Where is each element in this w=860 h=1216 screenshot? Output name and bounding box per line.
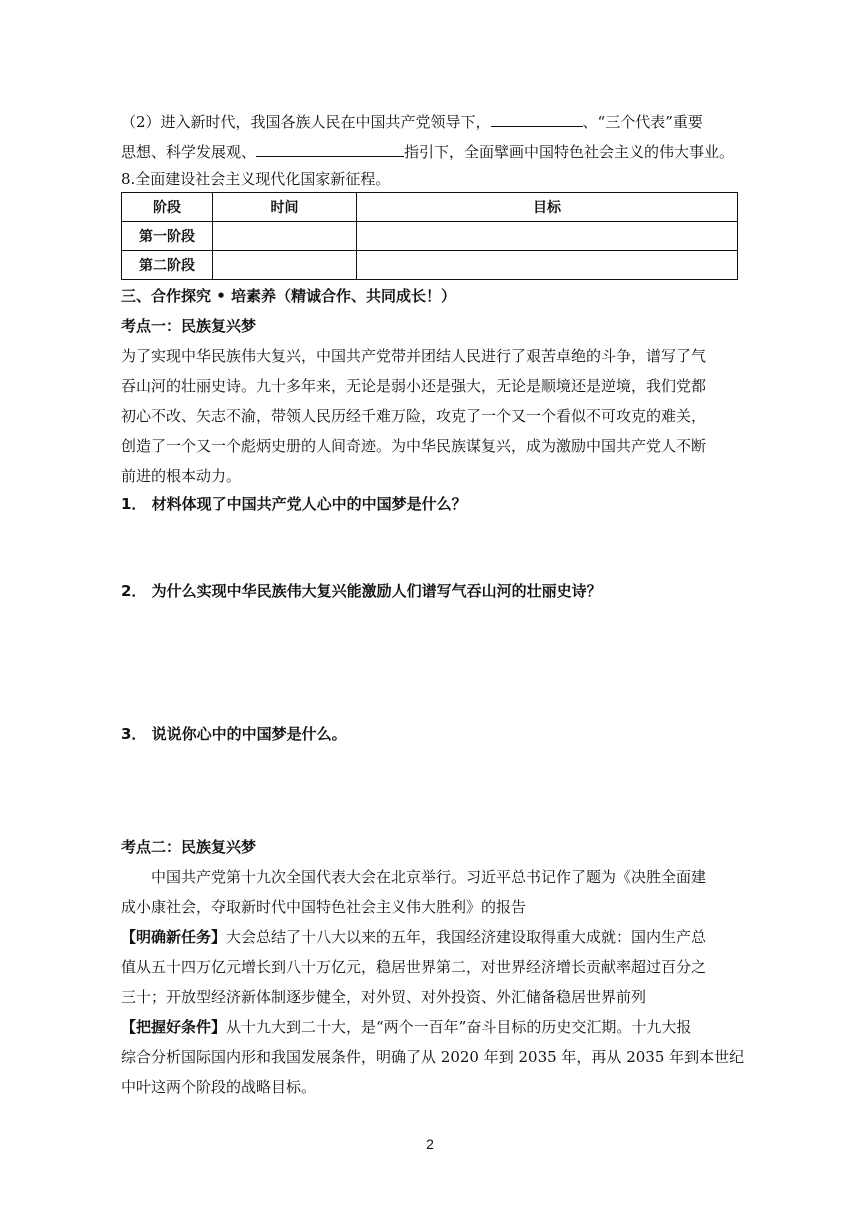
table-header: 时间 xyxy=(213,193,357,222)
question-3: 3． 说说你心中的中国梦是什么。 xyxy=(121,725,347,743)
table-header-row xyxy=(122,193,738,222)
page-number: 2 xyxy=(426,1136,434,1152)
table-row xyxy=(122,222,738,251)
table-cell-input[interactable] xyxy=(213,222,357,251)
table-header: 阶段 xyxy=(122,193,213,222)
table-cell-input[interactable] xyxy=(357,222,738,251)
table-row xyxy=(122,251,738,280)
question-1: 1． 材料体现了中国共产党人心中的中国梦是什么？ xyxy=(121,495,467,513)
kp1-para-line: 吞山河的壮丽史诗。九十多年来，无论是弱小还是强大，无论是顺境还是逆境，我们党都 xyxy=(121,377,707,395)
table-cell-input[interactable] xyxy=(213,251,357,280)
kp1-para-line: 前进的根本动力。 xyxy=(121,467,242,485)
task-text: 大会总结了十八大以来的五年，我国经济建设取得重大成就：国内生产总 xyxy=(226,928,707,946)
answer-blank-1[interactable] xyxy=(491,110,583,127)
question-2: 2． 为什么实现中华民族伟大复兴能激励人们谱写气吞山河的壮丽史诗？ xyxy=(121,582,602,600)
cond-text: 从十九大到二十大，是“两个一百年”奋斗目标的历史交汇期。十九大报 xyxy=(226,1018,692,1036)
item-8-heading: 8.全面建设社会主义现代化国家新征程。 xyxy=(121,170,391,188)
kp2-title: 考点二：民族复兴梦 xyxy=(121,838,257,856)
fill-text: 指引下，全面擘画中国特色社会主义的伟大事业。 xyxy=(404,143,735,161)
kp2-intro-line: 成小康社会，夺取新时代中国特色社会主义伟大胜利》的报告 xyxy=(121,898,527,916)
task-line xyxy=(121,926,706,948)
stage-table xyxy=(121,192,738,280)
cond-line xyxy=(121,1016,691,1038)
answer-blank-2[interactable] xyxy=(256,140,404,157)
table-cell-input[interactable] xyxy=(357,251,738,280)
kp1-para-line: 初心不改、矢志不渝，带领人民历经千难万险，攻克了一个又一个看似不可攻克的难关， xyxy=(121,407,707,425)
section-3-title: 三、合作探究 • 培素养（精诚合作、共同成长！） xyxy=(121,287,457,305)
task-line: 值从五十四万亿元增长到八十万亿元，稳居世界第二，对世界经济增长贡献率超过百分之 xyxy=(121,958,707,976)
task-line: 三十；开放型经济新体制逐步健全，对外贸、对外投资、外汇储备稳居世界前列 xyxy=(121,988,647,1006)
table-header: 目标 xyxy=(357,193,738,222)
fill-blank-line-2 xyxy=(121,140,734,163)
fill-text: （2）进入新时代，我国各族人民在中国共产党领导下， xyxy=(121,113,491,131)
kp1-title: 考点一：民族复兴梦 xyxy=(121,317,257,335)
cond-line: 综合分析国际国内形和我国发展条件，明确了从 2020 年到 2035 年，再从 2035 年到本世纪 xyxy=(121,1048,745,1066)
kp1-para-line: 为了实现中华民族伟大复兴，中国共产党带并团结人民进行了艰苦卓绝的斗争，谱写了气 xyxy=(121,347,707,365)
cond-tag: 【把握好条件】 xyxy=(121,1018,227,1036)
kp2-intro-line: 中国共产党第十九次全国代表大会在北京举行。习近平总书记作了题为《决胜全面建 xyxy=(151,868,707,886)
kp1-para-line: 创造了一个又一个彪炳史册的人间奇迹。为中华民族谋复兴，成为激励中国共产党人不断 xyxy=(121,437,707,455)
fill-text: 、“三个代表”重要 xyxy=(582,113,703,131)
cond-line: 中叶这两个阶段的战略目标。 xyxy=(121,1078,317,1096)
task-tag: 【明确新任务】 xyxy=(121,928,227,946)
table-cell: 第二阶段 xyxy=(122,251,213,280)
fill-blank-line-1 xyxy=(121,110,703,133)
table-cell: 第一阶段 xyxy=(122,222,213,251)
fill-text: 思想、科学发展观、 xyxy=(121,143,257,161)
